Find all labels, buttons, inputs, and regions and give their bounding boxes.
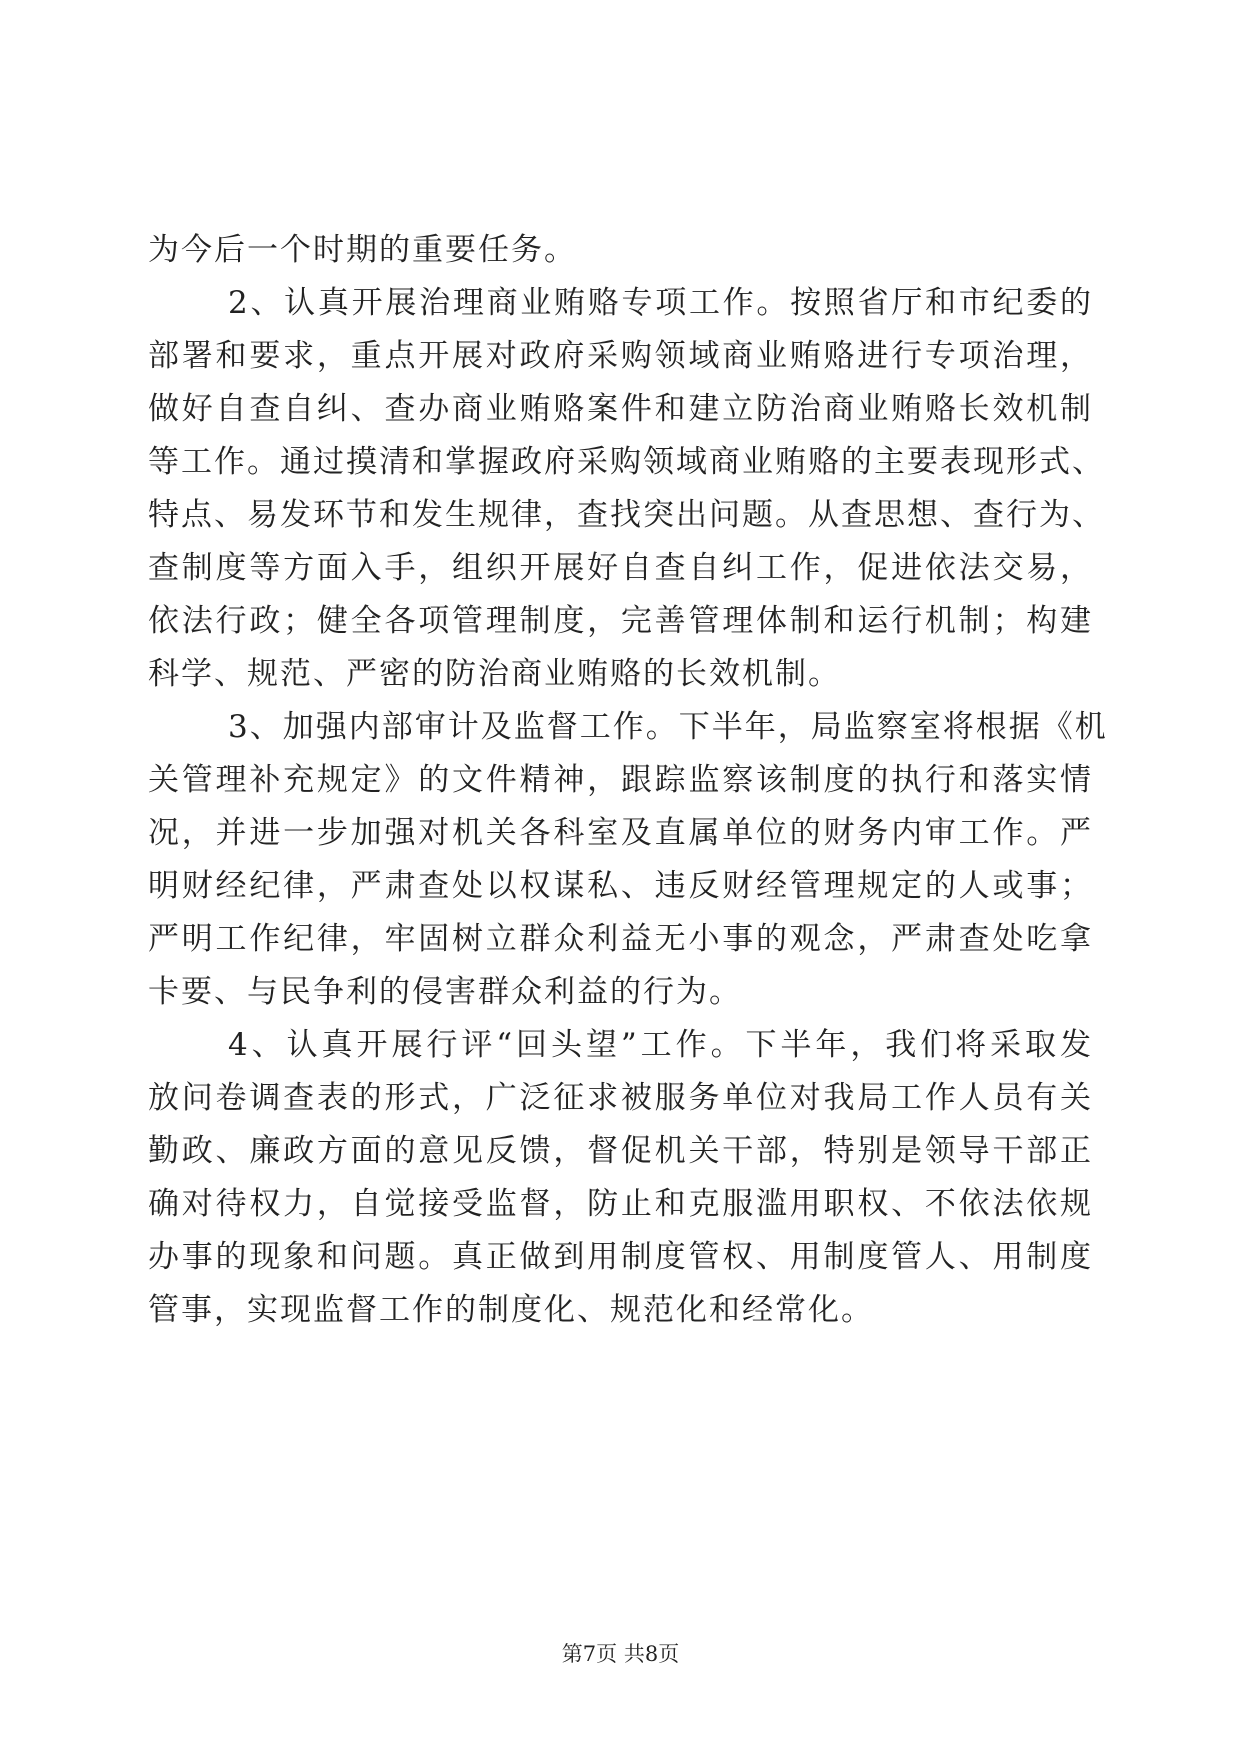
text-line: 等工作。通过摸清和掌握政府采购领域商业贿赂的主要表现形式、 <box>148 444 1105 480</box>
text-line: 特点、易发环节和发生规律，查找突出问题。从查思想、查行为、 <box>148 497 1105 533</box>
text-line: 做好自查自纠、查办商业贿赂案件和建立防治商业贿赂长效机制 <box>148 391 1093 427</box>
text-line: 办事的现象和问题。真正做到用制度管权、用制度管人、用制度 <box>148 1239 1093 1275</box>
text-line: 3、加强内部审计及监督工作。下半年，局监察室将根据《机 <box>228 709 1108 745</box>
text-line: 科学、规范、严密的防治商业贿赂的长效机制。 <box>148 656 841 692</box>
text-line: 部署和要求，重点开展对政府采购领域商业贿赂进行专项治理， <box>148 338 1093 374</box>
text-line: 依法行政；健全各项管理制度，完善管理体制和运行机制；构建 <box>148 603 1093 639</box>
text-line: 况，并进一步加强对机关各科室及直属单位的财务内审工作。严 <box>148 815 1093 851</box>
text-line: 查制度等方面入手，组织开展好自查自纠工作，促进依法交易， <box>148 550 1093 586</box>
text-line: 勤政、廉政方面的意见反馈，督促机关干部，特别是领导干部正 <box>148 1133 1093 1169</box>
text-line: 2、认真开展治理商业贿赂专项工作。按照省厅和市纪委的 <box>228 285 1093 321</box>
page-number: 第7页 共8页 <box>561 1642 680 1666</box>
text-line: 明财经纪律，严肃查处以权谋私、违反财经管理规定的人或事； <box>148 868 1093 904</box>
text-line: 确对待权力，自觉接受监督，防止和克服滥用职权、不依法依规 <box>148 1186 1093 1222</box>
text-line: 为今后一个时期的重要任务。 <box>148 232 577 268</box>
text-line: 4、认真开展行评“回头望”工作。下半年，我们将采取发 <box>228 1027 1093 1063</box>
text-line: 放问卷调查表的形式，广泛征求被服务单位对我局工作人员有关 <box>148 1080 1093 1116</box>
text-line: 关管理补充规定》的文件精神，跟踪监察该制度的执行和落实情 <box>148 762 1093 798</box>
text-line: 严明工作纪律，牢固树立群众利益无小事的观念，严肃查处吃拿 <box>148 921 1093 957</box>
text-line: 卡要、与民争利的侵害群众利益的行为。 <box>148 974 742 1010</box>
text-line: 管事，实现监督工作的制度化、规范化和经常化。 <box>148 1292 874 1328</box>
